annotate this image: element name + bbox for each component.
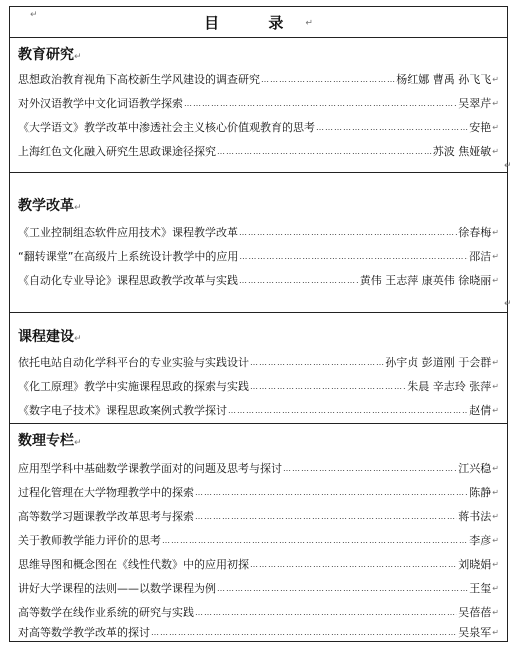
toc-entry[interactable]: 对高等数学教学改革的探讨 ………………………………………………………………………………………………………………………………………………………………………… 吴泉军 ↵ (18, 624, 499, 640)
toc-entry[interactable]: 关于教师教学能力评价的思考 ………………………………………………………………………………………………………………………………………………………………………… 李彦 ↵ (18, 532, 499, 548)
paragraph-mark: ↵ (504, 299, 512, 309)
toc-entry[interactable]: 过程化管理在大学物理教学中的探索 ………………………………………………………………………………………………………………………………………………………………………… 陈静 ↵ (18, 484, 499, 500)
divider (10, 172, 507, 173)
toc-entry[interactable]: 《工业控制组态软件应用技术》课程教学改革 ………………………………………………………………………………………………………………………………………………………………………… 徐春梅 ↵ (18, 224, 499, 240)
toc-title: 目 录↵ (204, 14, 313, 32)
toc-entry[interactable]: “翻转课堂”在高级片上系统设计教学中的应用 ………………………………………………………………………………………………………………………………………………………………………… 邵洁 ↵ (18, 248, 499, 264)
toc-entry[interactable]: 应用型学科中基础数学课教学面对的问题及思考与探讨 ………………………………………………………………………………………………………………………………………………………………………… 江兴稳 ↵ (18, 460, 499, 476)
toc-entry[interactable]: 高等数学习题课教学改革思考与探索 ………………………………………………………………………………………………………………………………………………………………………… 蒋书法 ↵ (18, 508, 499, 524)
divider (10, 423, 507, 424)
section-heading-math-physics: 数理专栏↵ (18, 433, 82, 449)
toc-entry[interactable]: 上海红色文化融入研究生思政课途径探究 ………………………………………………………………………………………………………………………………………………………………………… 苏波 焦娅敏 ↵ (18, 143, 499, 159)
toc-entry[interactable]: 讲好大学课程的法则——以数学课程为例 ………………………………………………………………………………………………………………………………………………………………………… 王玺 ↵ (18, 580, 499, 596)
toc-entry[interactable]: 思想政治教育视角下高校新生学风建设的调查研究 ………………………………………………………………………………………………………………………………………………………………………… 杨红娜 曹禹 孙飞飞 ↵ (18, 71, 499, 87)
toc-table (9, 6, 512, 642)
toc-entry[interactable]: 依托电站自动化学科平台的专业实验与实践设计 ………………………………………………………………………………………………………………………………………………………………………… 孙宇贞 彭道刚 于会群 ↵ (18, 354, 499, 370)
section-heading-teaching-reform: 教学改革↵ (18, 198, 82, 214)
toc-entry[interactable]: 思维导图和概念图在《线性代数》中的应用初探 ………………………………………………………………………………………………………………………………………………………………………… 刘晓娟 ↵ (18, 556, 499, 572)
toc-entry[interactable]: 《自动化专业导论》课程思政教学改革与实践 ………………………………………………………………………………………………………………………………………………………………………… 黄伟 王志萍 康英伟 徐晓丽 ↵ (18, 272, 499, 288)
toc-entry[interactable]: 《化工原理》教学中实施课程思政的探索与实践 ………………………………………………………………………………………………………………………………………………………………………… 朱晨 辛志玲 张萍 ↵ (18, 378, 499, 394)
toc-entry[interactable]: 《数字电子技术》课程思政案例式教学探讨 ………………………………………………………………………………………………………………………………………………………………………… 赵倩 ↵ (18, 402, 499, 418)
section-heading-course-construction: 课程建设↵ (18, 329, 82, 345)
divider (10, 37, 507, 38)
toc-entry[interactable]: 高等数学在线作业系统的研究与实践 ………………………………………………………………………………………………………………………………………………………………………… 吴蓓蓓 ↵ (18, 604, 499, 620)
divider (10, 312, 507, 313)
toc-entry[interactable]: 对外汉语教学中文化词语教学探索 ………………………………………………………………………………………………………………………………………………………………………… 吴翠芹 ↵ (18, 95, 499, 111)
toc-entry[interactable]: 《大学语文》教学改革中渗透社会主义核心价值观教育的思考 ………………………………………………………………………………………………………………………………………………………………………… 安艳 ↵ (18, 119, 499, 135)
paragraph-mark: ↵ (504, 161, 512, 171)
section-heading-education-research: 教育研究↵ (18, 47, 82, 63)
paragraph-mark: ↵ (30, 10, 38, 20)
